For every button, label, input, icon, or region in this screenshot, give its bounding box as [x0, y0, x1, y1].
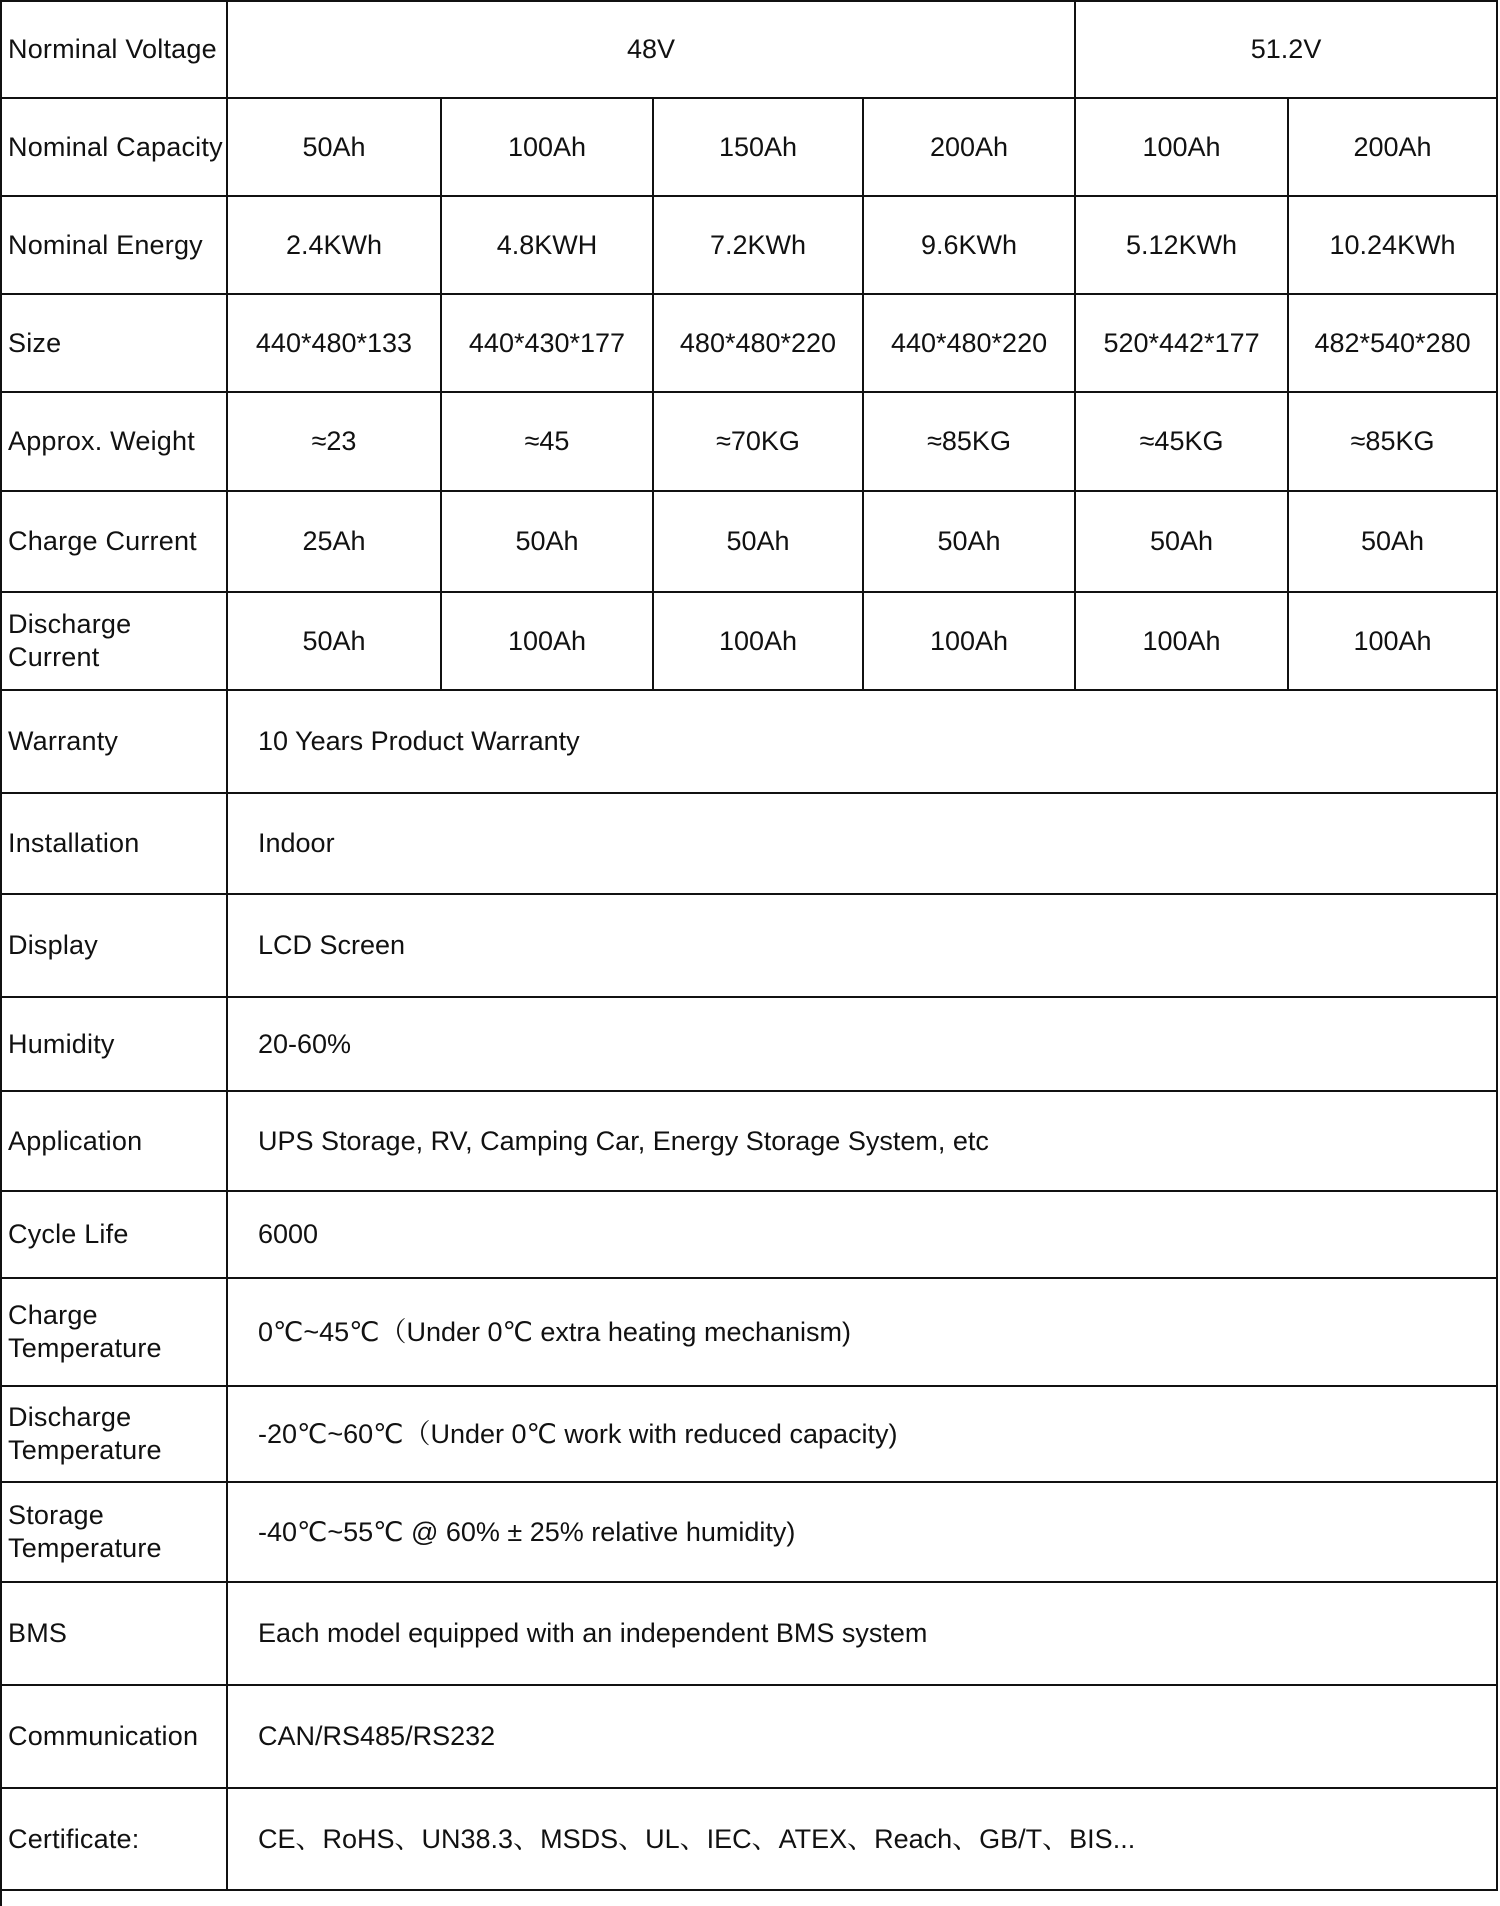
- row-label: Display: [1, 894, 227, 997]
- table-cell: 440*480*220: [863, 294, 1075, 392]
- table-cell: 100Ah: [441, 98, 653, 196]
- table-cell-span: Each model equipped with an independent BMS system: [227, 1582, 1497, 1685]
- table-cell: 100Ah: [653, 592, 863, 690]
- table-cell: 520*442*177: [1075, 294, 1288, 392]
- table-row-nominal-capacity: [1, 98, 1497, 196]
- table-cell: 200Ah: [863, 98, 1075, 196]
- table-row-charge-current: [1, 491, 1497, 592]
- table-bottom-edge: [0, 1882, 1498, 1906]
- table-row-nominal-energy: [1, 196, 1497, 294]
- table-cell-span: -40℃~55℃ @ 60% ± 25% relative humidity): [227, 1482, 1497, 1582]
- table-cell: 2.4KWh: [227, 196, 441, 294]
- row-label: Discharge Current: [1, 592, 227, 690]
- row-label: Approx. Weight: [1, 392, 227, 491]
- table-cell: 50Ah: [441, 491, 653, 592]
- table-row-discharge-current: [1, 592, 1497, 690]
- row-label: Cycle Life: [1, 1191, 227, 1278]
- row-label: Warranty: [1, 690, 227, 793]
- table-cell-span: LCD Screen: [227, 894, 1497, 997]
- voltage-group-51-2v: 51.2V: [1075, 1, 1497, 98]
- row-label: Charge Current: [1, 491, 227, 592]
- row-label: Nominal Energy: [1, 196, 227, 294]
- row-label: Nominal Capacity: [1, 98, 227, 196]
- table-cell: 200Ah: [1288, 98, 1497, 196]
- table-row-charge-temperature: [1, 1278, 1497, 1386]
- row-label: Installation: [1, 793, 227, 894]
- table-cell: ≈45: [441, 392, 653, 491]
- row-label: Humidity: [1, 997, 227, 1091]
- table-cell-span: CAN/RS485/RS232: [227, 1685, 1497, 1788]
- row-label: Application: [1, 1091, 227, 1191]
- table-row-bms: [1, 1582, 1497, 1685]
- table-cell-span: 0℃~45℃（Under 0℃ extra heating mechanism): [227, 1278, 1497, 1386]
- table-cell: 4.8KWH: [441, 196, 653, 294]
- table-cell: 440*480*133: [227, 294, 441, 392]
- table-row-discharge-temperature: [1, 1386, 1497, 1482]
- voltage-group-48v: 48V: [227, 1, 1075, 98]
- table-cell: 50Ah: [227, 98, 441, 196]
- table-cell-span: 20-60%: [227, 997, 1497, 1091]
- table-row-installation: [1, 793, 1497, 894]
- table-row-size: [1, 294, 1497, 392]
- table-row-cycle-life: [1, 1191, 1497, 1278]
- table-cell: 440*430*177: [441, 294, 653, 392]
- table-cell: 50Ah: [863, 491, 1075, 592]
- table-row-communication: [1, 1685, 1497, 1788]
- table-cell: 25Ah: [227, 491, 441, 592]
- table-row-display: [1, 894, 1497, 997]
- row-label: Certificate:: [1, 1788, 227, 1890]
- table-cell: 100Ah: [1075, 98, 1288, 196]
- row-label: Size: [1, 294, 227, 392]
- table-cell: 7.2KWh: [653, 196, 863, 294]
- table-cell: 50Ah: [1075, 491, 1288, 592]
- row-label-nominal-voltage: Norminal Voltage: [1, 1, 227, 98]
- table-row-certificate: [1, 1788, 1497, 1890]
- table-cell: ≈45KG: [1075, 392, 1288, 491]
- row-label: Charge Temperature: [1, 1278, 227, 1386]
- table-row-storage-temperature: [1, 1482, 1497, 1582]
- table-cell: 50Ah: [1288, 491, 1497, 592]
- table-cell-span: 6000: [227, 1191, 1497, 1278]
- table-cell-span: UPS Storage, RV, Camping Car, Energy Storage System, etc: [227, 1091, 1497, 1191]
- row-label: BMS: [1, 1582, 227, 1685]
- table-cell: 480*480*220: [653, 294, 863, 392]
- table-cell: 50Ah: [653, 491, 863, 592]
- row-label: Discharge Temperature: [1, 1386, 227, 1482]
- table-cell: 5.12KWh: [1075, 196, 1288, 294]
- table-row-application: [1, 1091, 1497, 1191]
- table-cell: ≈85KG: [863, 392, 1075, 491]
- row-label: Storage Temperature: [1, 1482, 227, 1582]
- table-row-approx-weight: [1, 392, 1497, 491]
- table-row-humidity: [1, 997, 1497, 1091]
- table-cell-span: Indoor: [227, 793, 1497, 894]
- table-cell: ≈23: [227, 392, 441, 491]
- table-cell: 482*540*280: [1288, 294, 1497, 392]
- table-cell: ≈85KG: [1288, 392, 1497, 491]
- table-cell-span: -20℃~60℃（Under 0℃ work with reduced capacity): [227, 1386, 1497, 1482]
- table-cell: 150Ah: [653, 98, 863, 196]
- table-cell: 100Ah: [863, 592, 1075, 690]
- table-cell-span: CE、RoHS、UN38.3、MSDS、UL、IEC、ATEX、Reach、GB/T、BIS...: [227, 1788, 1497, 1890]
- table-cell-span: 10 Years Product Warranty: [227, 690, 1497, 793]
- table-cell: ≈70KG: [653, 392, 863, 491]
- table-cell: 100Ah: [1075, 592, 1288, 690]
- table-cell: 10.24KWh: [1288, 196, 1497, 294]
- table-cell: 9.6KWh: [863, 196, 1075, 294]
- table-row-warranty: [1, 690, 1497, 793]
- table-cell: 100Ah: [1288, 592, 1497, 690]
- row-label: Communication: [1, 1685, 227, 1788]
- table-cell: 100Ah: [441, 592, 653, 690]
- table-cell: 50Ah: [227, 592, 441, 690]
- table-row-nominal-voltage: [1, 1, 1497, 98]
